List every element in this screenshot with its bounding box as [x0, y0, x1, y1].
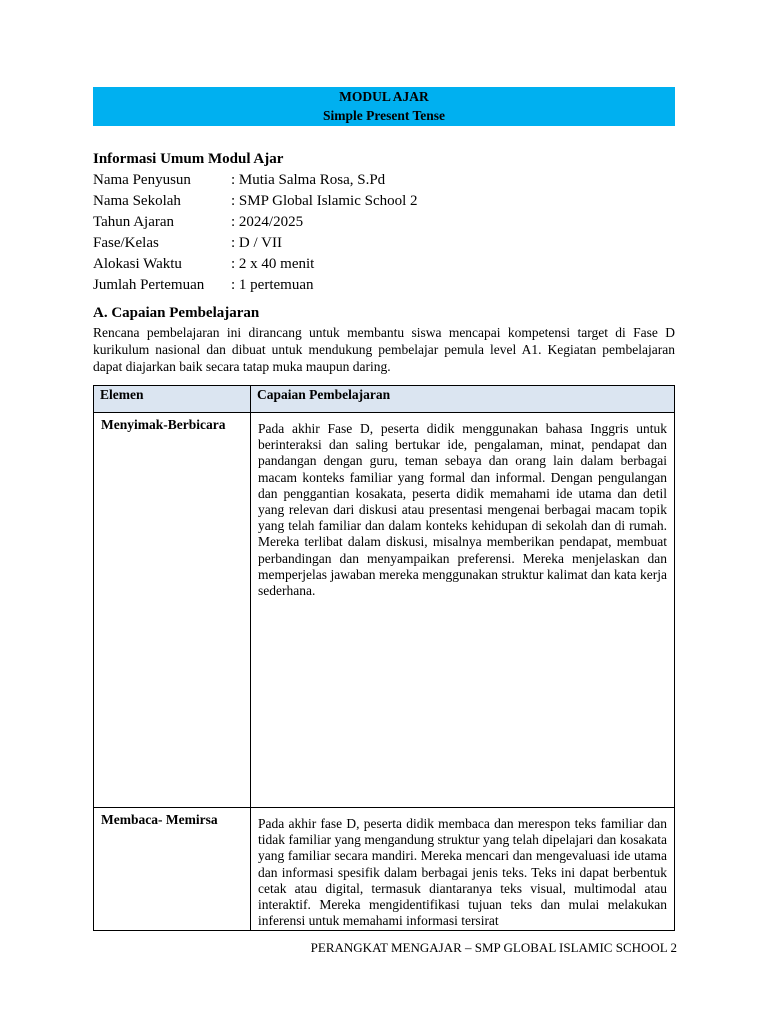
outcome-cell [251, 808, 675, 931]
info-row-school [93, 192, 418, 210]
info-value: : 2024/2025 [231, 214, 304, 230]
info-value: : SMP Global Islamic School 2 [231, 193, 418, 209]
outcome-text: Pada akhir fase D, peserta didik membaca dan merespon teks familiar dan tidak familiar yang mengandung struktur yang telah dipelajari dan kosakata yang familiar secara mandiri. Mereka mencari dan mengevaluasi ide utama dan informasi spesifik dalam berbagai jenis teks. Teks ini dapat berbentuk cetak atau digital, termasuk diantaranya teks visual, multimodal atau interaktif. Mereka mengidentifikasi tujuan teks dan mulai melakukan inferensi untuk memahami informasi tersirat [258, 816, 667, 929]
element-name: Menyimak-Berbicara [101, 417, 226, 432]
table-row [94, 808, 675, 931]
info-value: : 2 x 40 menit [231, 256, 315, 272]
module-subtitle: Simple Present Tense [322, 108, 445, 123]
info-label: Nama Sekolah [93, 193, 181, 209]
section-title: A. Capaian Pembelajaran [93, 305, 260, 321]
info-row-phase [93, 234, 282, 252]
info-row-meetings [93, 276, 313, 294]
table-row [94, 413, 675, 808]
header-element: Elemen [94, 386, 251, 413]
outcomes-table [93, 385, 675, 931]
module-banner [93, 87, 675, 126]
info-label: Tahun Ajaran [93, 214, 175, 230]
info-value: : D / VII [231, 235, 282, 251]
element-cell [94, 413, 251, 808]
element-cell [94, 808, 251, 931]
info-heading: Informasi Umum Modul Ajar [93, 151, 284, 167]
page-footer: PERANGKAT MENGAJAR – SMP GLOBAL ISLAMIC SCHOOL 2 [310, 940, 677, 955]
element-name: Membaca- Memirsa [101, 812, 218, 827]
header-outcome: Capaian Pembelajaran [251, 386, 675, 413]
info-row-time [93, 255, 314, 273]
table-header-row [94, 386, 675, 413]
outcome-text: Pada akhir Fase D, peserta didik menggunakan bahasa Inggris untuk berinteraksi dan saling bertukar ide, pengalaman, minat, pendapat dan pandangan dengan guru, teman sebaya dan orang lain dalam berbagai macam konteks familiar yang formal dan informal. Dengan pengulangan dan penggantian kosakata, peserta didik memahami ide utama dan detil yang relevan dari diskusi atau presentasi mengenai berbagai macam topik yang telah familiar dan dalam konteks kehidupan di sekolah dan di rumah. Mereka terlibat dalam diskusi, misalnya memberikan pendapat, membuat perbandingan dan menyampaikan preferensi. Mereka menjelaskan dan memperjelas jawaban mereka menggunakan struktur kalimat dan kata kerja sederhana. [258, 421, 667, 599]
info-row-author [93, 171, 385, 189]
info-label: Fase/Kelas [93, 235, 159, 251]
info-row-year [93, 213, 303, 231]
module-title: MODUL AJAR [339, 89, 429, 104]
outcome-cell [251, 413, 675, 808]
info-value: : 1 pertemuan [231, 277, 314, 293]
info-label: Jumlah Pertemuan [93, 277, 205, 293]
info-value: : Mutia Salma Rosa, S.Pd [231, 172, 386, 188]
info-label: Nama Penyusun [93, 172, 191, 188]
info-label: Alokasi Waktu [93, 256, 182, 272]
section-intro: Rencana pembelajaran ini dirancang untuk membantu siswa mencapai kompetensi target di Fase D kurikulum nasional dan dibuat untuk mendukung pembelajar pemula level A1. Kegiatan pembelajaran dapat diajarkan baik secara tatap muka maupun daring. [93, 325, 675, 374]
